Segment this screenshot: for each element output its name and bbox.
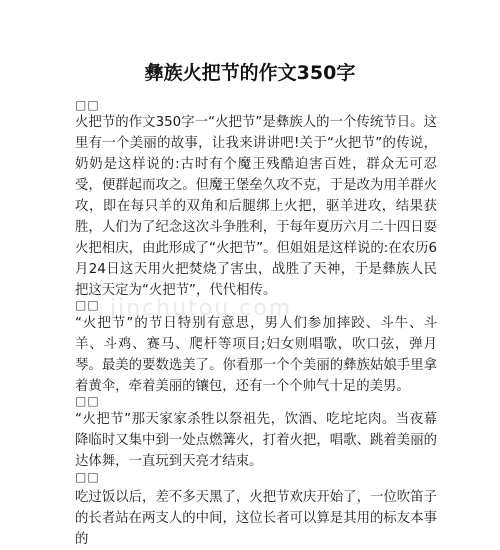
paragraph-4: 吃过饭以后，差不多天黑了，火把节欢庆开始了，一位吹笛子的长者站在两支人的中间，这位长者可以算是其用的标友本事的 [75,490,437,547]
watermark: jinchutou.com [110,296,293,321]
paragraph-marker: □□ [75,470,100,484]
paragraph-marker: □□ [75,394,100,408]
paragraph-marker: □□ [75,298,100,312]
paragraph-1: 火把节的作文350字一“火把节”是彝族人的一个传统节日。这里有一个美丽的故事，让我来讲讲吧!关于“火把节”的传说，奶奶是这样说的:古时有个魔王残酷迫害百姓，群众无可忍受，便群起而攻之。但魔王堡垒久攻不克，于是改为用羊群火攻，即在每只羊的双角和后腿绑上火把，驱羊进攻，结果获胜，人们为了纪念这次斗争胜利，于每年夏历六月二十四日耍火把相庆，由此形成了“火把节”。但姐姐是这样说的:在农历6月24日这天用火把焚烧了害虫，战胜了天神，于是彝族人民把这天定为“火把节”，代代相传。 [75,115,437,298]
paragraph-marker: □□ [75,98,100,112]
paragraph-2: “火把节”的节日特别有意思，男人们参加摔跤、斗牛、斗羊、斗鸡、赛马、爬杆等项目;妇女则唱歌，吹口弦，弹月琴。最美的要数选美了。你看那一个个美丽的彝族姑娘手里拿着黄伞，牵着美丽的镶包，还有一个个帅气十足的美男。 [75,316,437,394]
paragraph-3: “火把节”那天家家杀牲以祭祖先，饮酒、吃坨坨肉。当夜幕降临时又集中到一处点燃篝火，打着火把，唱歌、跳着美丽的达体舞，一直玩到天亮才结束。 [75,412,437,469]
document-title: 彝族火把节的作文350字 [144,62,356,84]
